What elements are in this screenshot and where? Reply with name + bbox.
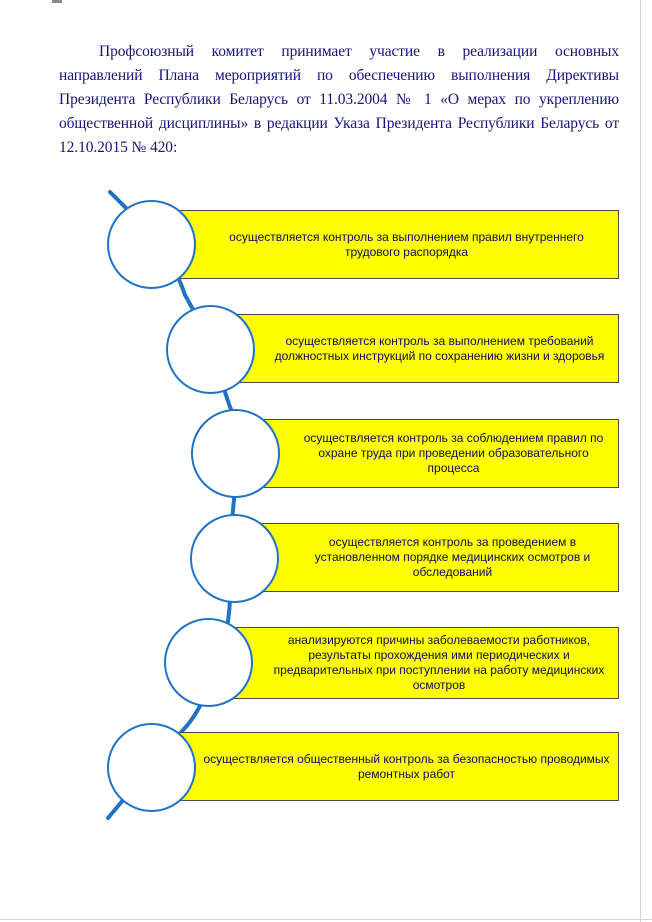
intro-paragraph: Профсоюзный комитет принимает участие в реализации основных направлений Плана мероприятий по обеспечению выполнения Директивы Президента Республики Беларусь от 11.03.2004 № 1 «О мерах по укреплению общественной дисциплины» в редакции Указа Президента Республики Беларусь от 12.10.2015 № 420: <box>59 43 619 156</box>
item-circle-3 <box>191 409 280 498</box>
item-text-6: осуществляется общественный контроль за безопасностью проводимых ремонтных работ <box>203 751 610 781</box>
item-box-5 <box>215 627 619 699</box>
item-circle-5 <box>164 618 253 707</box>
item-box-4 <box>242 523 619 592</box>
item-box-6 <box>150 732 619 801</box>
item-text-2: осуществляется контроль за выполнением требований должностных инструкций по сохранению жизни и здоровья <box>274 333 605 363</box>
item-text-5: анализируются причины заболеваемости работников, результаты прохождения ими периодических и предварительных при поступлении на работу медицинских осмотров <box>273 633 605 692</box>
item-circle-2 <box>166 305 255 394</box>
item-text-1: осуществляется контроль за выполнением правил внутреннего трудового распорядка <box>229 229 584 259</box>
item-circle-4 <box>190 514 279 603</box>
item-text-4: осуществляется контроль за проведением в установленном порядке медицинских осмотров и обследований <box>314 535 591 579</box>
item-box-2 <box>216 314 619 383</box>
timeline-curve <box>108 192 238 818</box>
item-circle-1 <box>107 200 196 289</box>
item-text-3: осуществляется контроль за соблюдением правил по охране труда при проведении образовательного процесса <box>303 431 604 475</box>
item-box-3 <box>244 419 619 488</box>
item-box-1 <box>150 210 619 279</box>
item-circle-6 <box>107 723 196 812</box>
